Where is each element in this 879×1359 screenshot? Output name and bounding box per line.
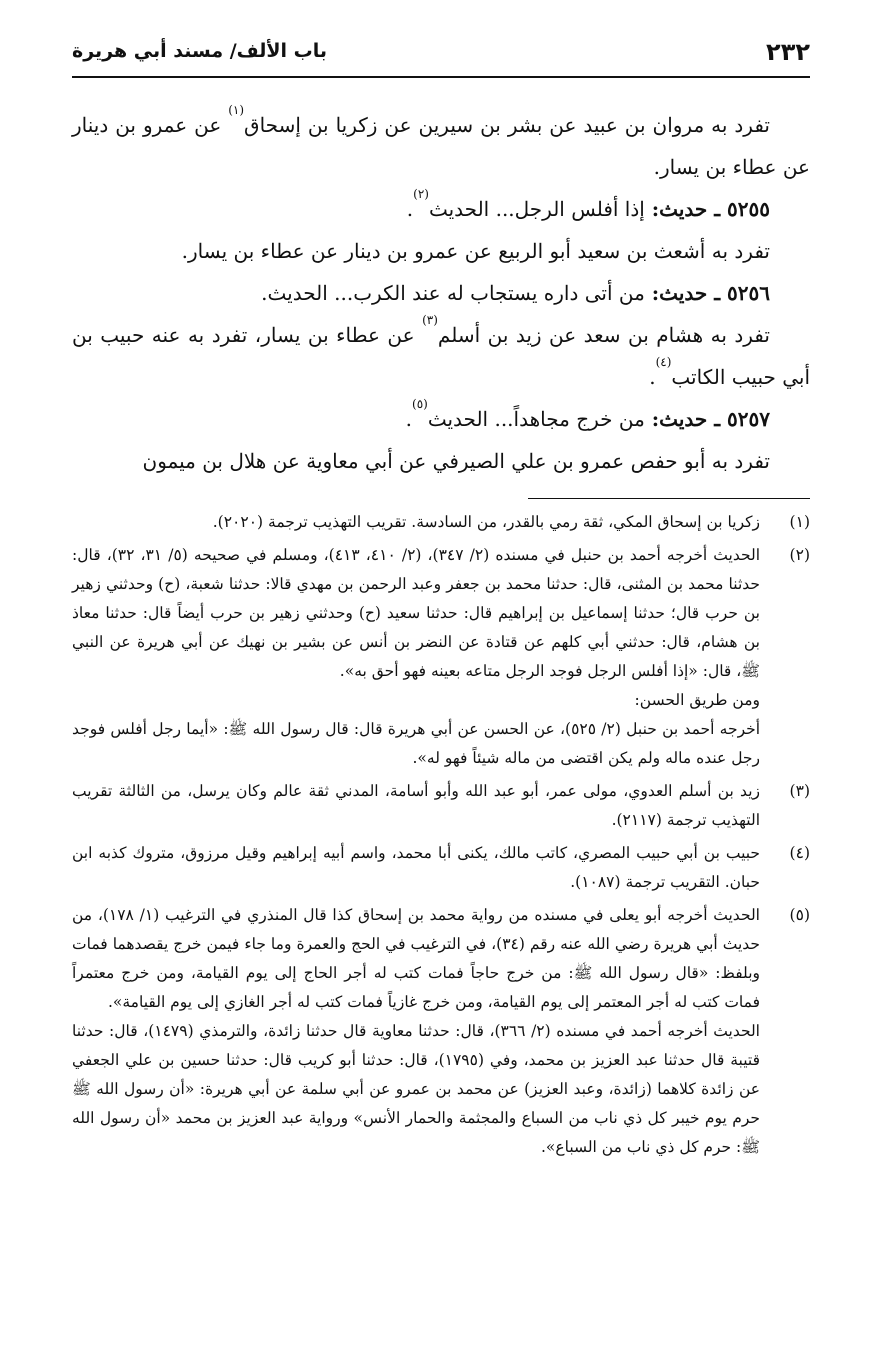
text-span: . — [406, 197, 414, 221]
footnote-number: (٣) — [789, 782, 810, 800]
main-text — [72, 104, 810, 482]
footnote-number: (٤) — [789, 844, 810, 862]
footnote-2 — [72, 541, 810, 773]
footnote-number: (٢) — [789, 546, 810, 564]
footnotes — [72, 508, 810, 1166]
page-header — [72, 34, 810, 78]
text-span: تفرد به هشام بن سعد عن زيد بن أسلم — [437, 323, 770, 347]
footnote-5 — [72, 901, 810, 1162]
paragraph-narrator-3 — [72, 314, 810, 398]
footnote-1 — [72, 508, 810, 537]
hadith-number: ٥٢٥٦ ـ حديث: — [644, 281, 770, 305]
footnote-text: الحديث أخرجه أبو يعلى في مسنده من رواية محمد بن إسحاق كذا قال المنذري في الترغيب (١/ ١٧٨)، من حديث أبي هريرة رضي الله عنه رقم (٣٤)، في الترغيب في الحج والعمرة وما جاء فيمن خرج يقصدهما فمات وبلفظ: «قال رسول الله ﷺ: من خرج حاجاً فمات كتب له أجر الحاج إلى يوم القيامة، ومن خرج معتمراً فمات كتب له أجر المعتمر إلى يوم القيامة، ومن خرج غازياً فمات كتب له أجر الغازي إلى يوم القيامة». — [72, 906, 760, 1011]
footnote-text: الحديث أخرجه أحمد في مسنده (٢/ ٣٦٦)، قال: حدثنا معاوية قال حدثنا زائدة، والترمذي (١٤٧٩)، قال: حدثنا قتيبة قال حدثنا عبد العزيز بن محمد، وفي (١٧٩٥)، قال: حدثنا أبو كريب قال: حدثنا حسين بن علي الجعفي عن زائدة كلاهما (زائدة، وعبد العزيز) عن محمد بن عمرو عن أبي سلمة عن أبي هريرة: «أن رسول الله ﷺ حرم يوم خيبر كل ذي ناب من السباع والمجثمة والحمار الأنس» ورواية عبد العزيز بن محمد «أن رسول الله ﷺ: حرم كل ذي ناب من السباع». — [72, 1022, 760, 1156]
running-title: باب الألف/ مسند أبي هريرة — [72, 40, 328, 62]
footnote-number: (١) — [789, 513, 810, 531]
text-span: عن عمرو بن دينار عن عطاء بن يسار. — [72, 113, 810, 179]
hadith-number: ٥٢٥٧ ـ حديث: — [644, 407, 770, 431]
text-span: تفرد به مروان بن عبيد عن بشر بن سيرين عن زكريا بن إسحاق — [244, 113, 771, 137]
hadith-5255 — [72, 188, 810, 230]
hadith-text: إذا أفلس الرجل... الحديث — [428, 197, 645, 221]
hadith-number: ٥٢٥٥ ـ حديث: — [644, 197, 770, 221]
footnote-text: أخرجه أحمد بن حنبل (٢/ ٥٢٥)، عن الحسن عن أبي هريرة قال: قال رسول الله ﷺ: «أيما رجل أفلس فوجد رجل عنده ماله ولم يكن اقتضى من ماله شيئاً فهو له». — [72, 720, 761, 767]
hadith-text: من أتى داره يستجاب له عند الكرب... الحديث. — [261, 281, 645, 305]
footnote-ref: (٢) — [413, 187, 429, 201]
text-span: . — [649, 365, 656, 389]
footnote-4 — [72, 839, 810, 897]
page-number: ٢٣٢ — [766, 38, 810, 66]
footnote-text: زكريا بن إسحاق المكي، ثقة رمي بالقدر، من السادسة. تقريب التهذيب ترجمة (٢٠٢٠). — [212, 513, 760, 531]
paragraph-narrator-4: تفرد به أبو حفص عمرو بن علي الصيرفي عن أبي معاوية عن هلال بن ميمون — [142, 449, 770, 473]
footnote-text: الحديث أخرجه أحمد بن حنبل في مسنده (٢/ ٣٤٧)، (٢/ ٤١٠، ٤١٣)، ومسلم في صحيحه (٥/ ٣١، ٣٢)، قال: حدثنا محمد بن المثنى، قال: حدثنا محمد بن جعفر وعبد الرحمن بن مهدي قالا: حدثنا شعبة، (ح) وحدثني زهير بن حرب قال؛ حدثنا إسماعيل بن إبراهيم قال: حدثنا سعيد (ح) وحدثني زهير بن حرب أيضاً قال: حدثنا معاذ بن هشام، قال: حدثني أبي كلهم عن قتادة عن النضر بن أنس عن بشير بن نهيك عن أبي هريرة عن النبي ﷺ، قال: «إذا أفلس الرجل فوجد الرجل متاعه بعينه فهو أحق به». — [72, 546, 761, 680]
footnote-ref: (٤) — [655, 355, 672, 369]
hadith-5257 — [72, 398, 810, 440]
footnote-3 — [72, 777, 810, 835]
text-span: عن عطاء بن يسار، تفرد به عنه حبيب بن أبي حبيب الكاتب — [72, 323, 810, 389]
hadith-text: من خرج مجاهداً... الحديث — [427, 407, 645, 431]
footnote-ref: (٥) — [412, 397, 428, 411]
footnote-ref: (١) — [228, 103, 245, 117]
footnote-text: ومن طريق الحسن: — [634, 691, 760, 709]
footnote-ref: (٣) — [422, 313, 438, 327]
paragraph-narrator-2: تفرد به أشعث بن سعيد أبو الربيع عن عمرو بن دينار عن عطاء بن يسار. — [181, 239, 770, 263]
hadith-5256 — [72, 272, 810, 314]
text-span: . — [405, 407, 413, 431]
footnote-text: حبيب بن أبي حبيب المصري، كاتب مالك، يكنى أبا محمد، واسم أبيه إبراهيم وقيل مرزوق، متروك كذبه ابن حبان. التقريب ترجمة (١٠٨٧). — [72, 844, 760, 891]
footnote-text: زيد بن أسلم العدوي، مولى عمر، أبو عبد الله وأبو أسامة، المدني ثقة عالم وكان يرسل، من الثالثة تقريب التهذيب ترجمة (٢١١٧). — [72, 782, 760, 829]
paragraph-narrator-1 — [72, 104, 810, 188]
footnote-divider — [528, 498, 810, 499]
footnote-number: (٥) — [789, 906, 810, 924]
